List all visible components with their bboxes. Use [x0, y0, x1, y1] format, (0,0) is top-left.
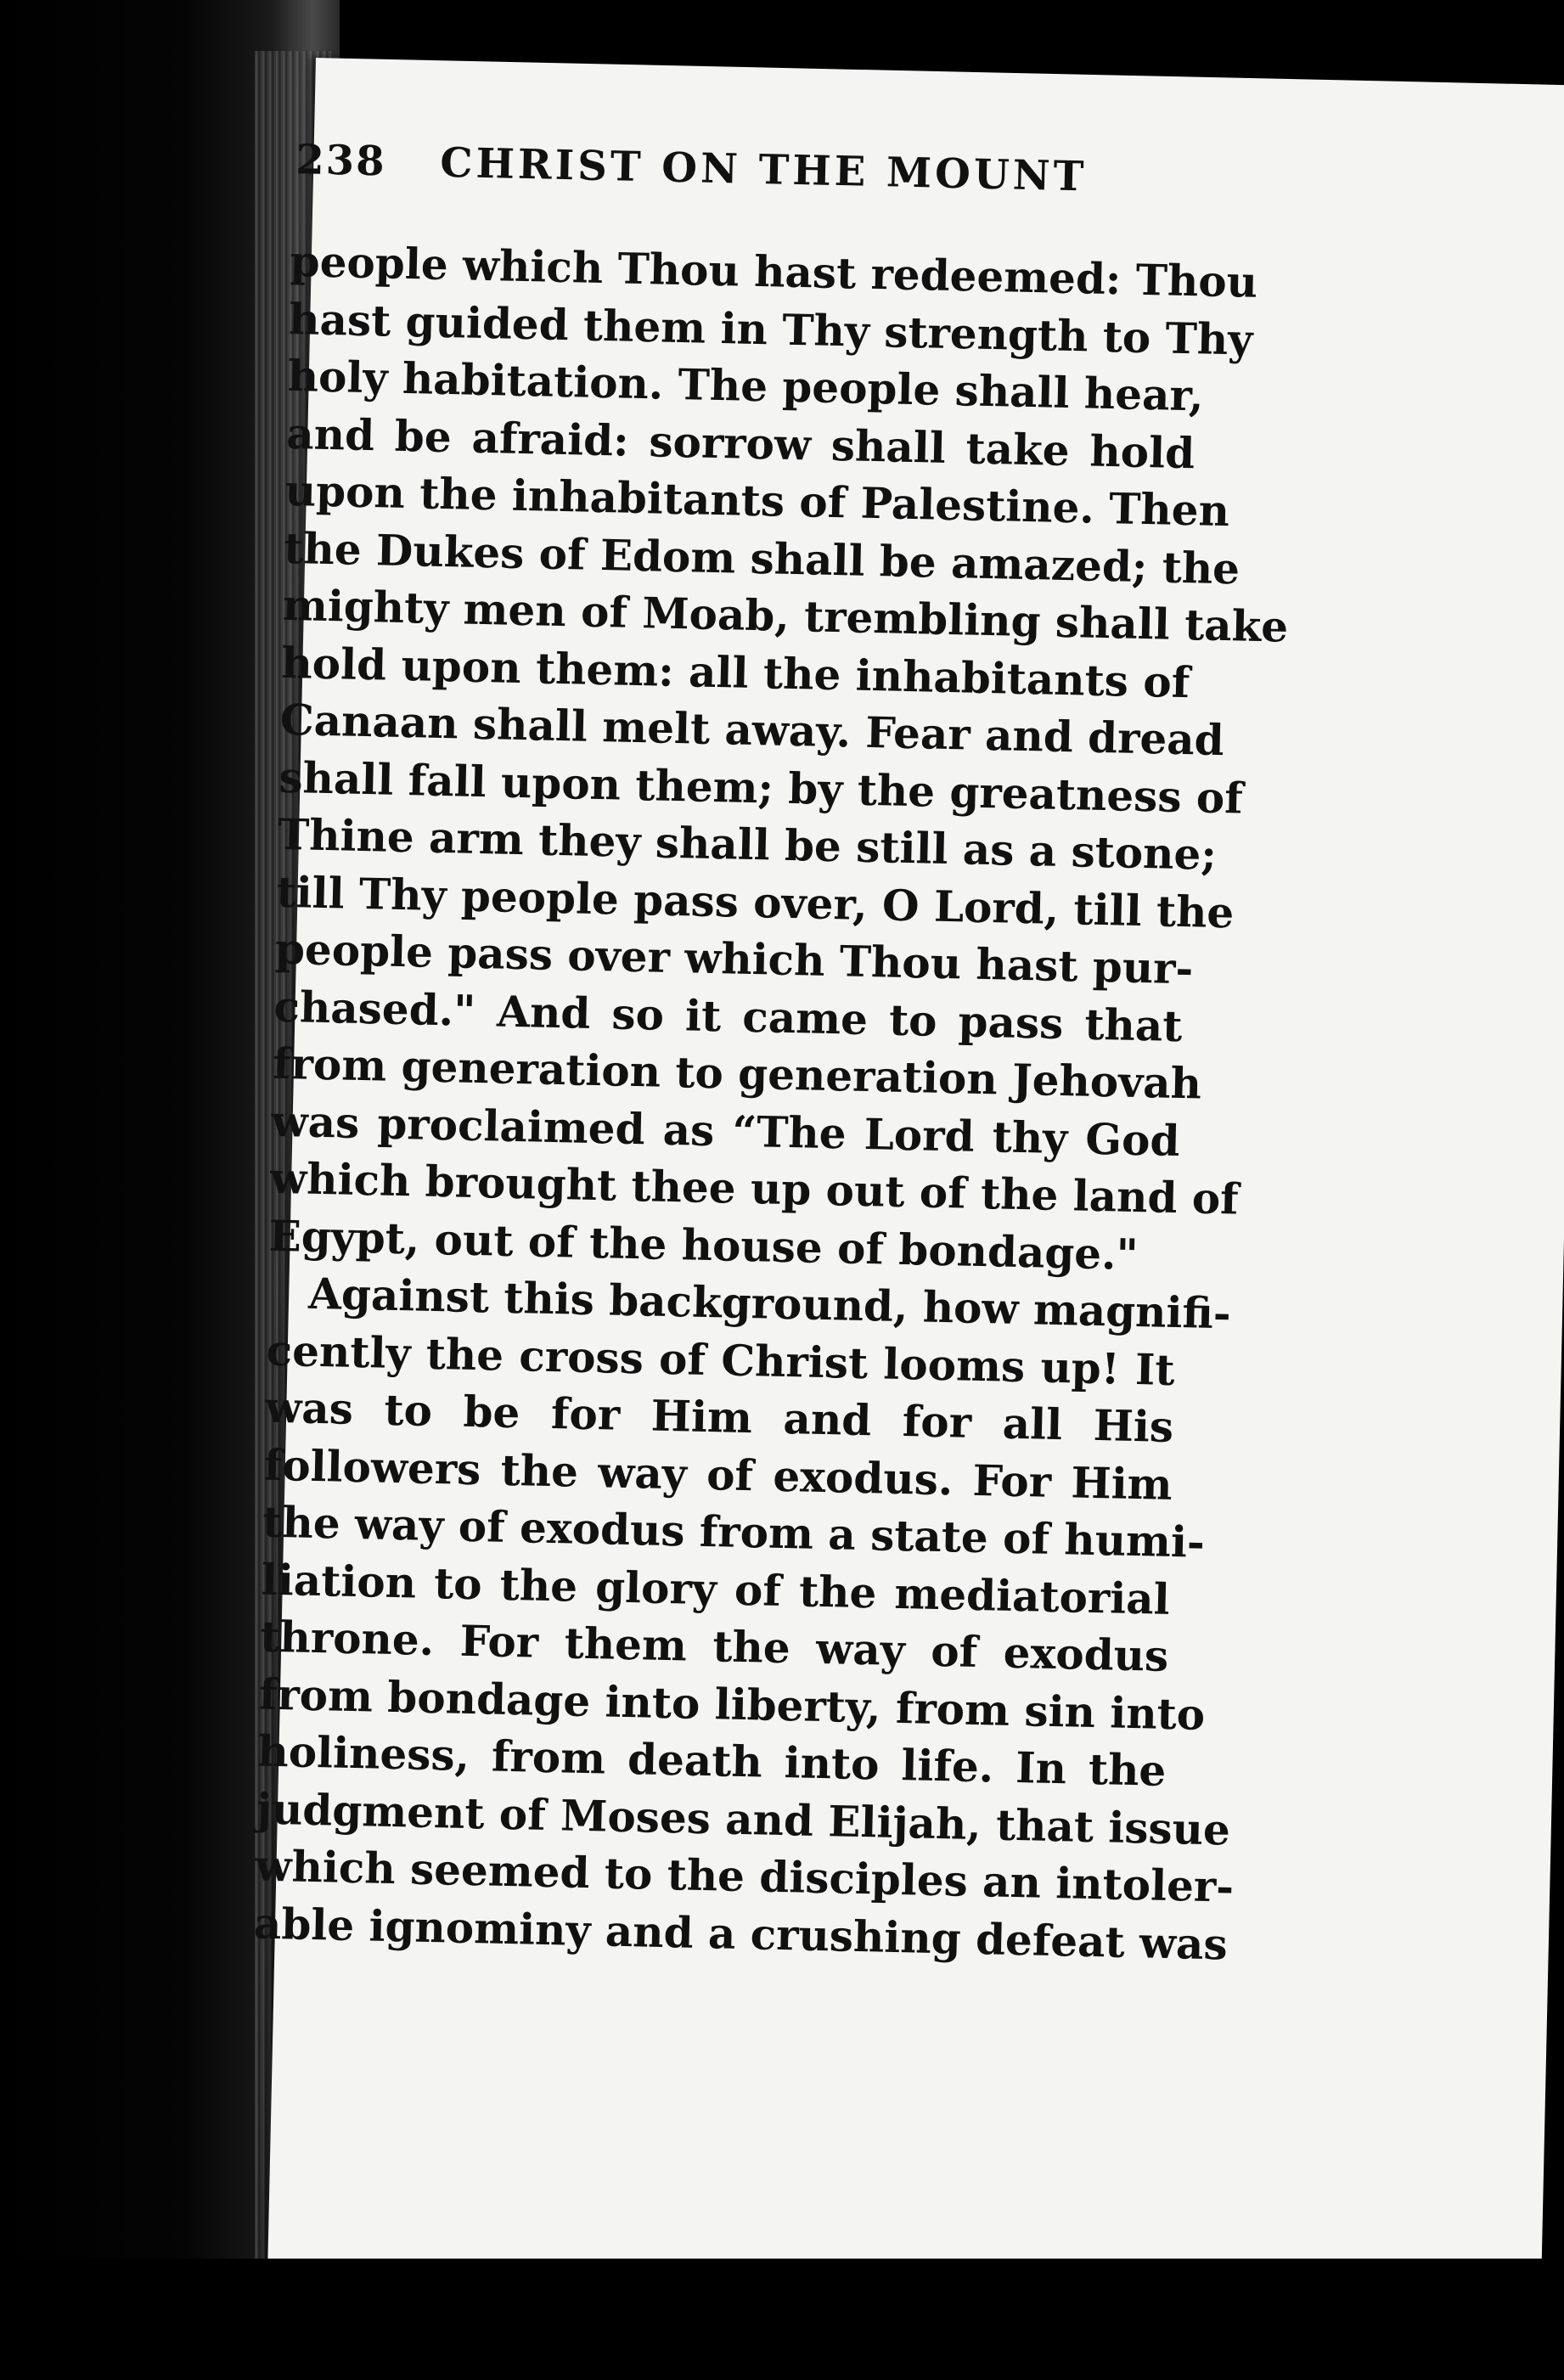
text-line: which brought thee up out of the land of — [269, 1152, 1240, 1224]
text-line: Against this background, how magnifi- — [307, 1268, 1232, 1339]
text-line: chased." And so it came to pass that — [273, 981, 1184, 1051]
running-head-title: CHRIST ON THE MOUNT — [439, 138, 1088, 201]
text-line: till Thy people pass over, O Lord, till the — [275, 866, 1235, 937]
text-line: mighty men of Moab, trembling shall take — [282, 579, 1289, 652]
text-line: Canaan shall melt away. Fear and dread — [279, 694, 1225, 766]
text-line: from bondage into liberty, from sin into — [258, 1668, 1206, 1740]
text-line: hast guided them in Thy strength to Thy — [288, 293, 1253, 365]
text-line: the way of exodus from a state of humi- — [262, 1496, 1206, 1567]
text-line: which seemed to the disciples an intoler- — [254, 1840, 1235, 1912]
text-line: upon the inhabitants of Palestine. Then — [284, 464, 1230, 537]
text-line: shall fall upon them; by the greatness of — [278, 751, 1244, 824]
text-line: was to be for Him and for all His — [264, 1381, 1174, 1452]
text-line: liation to the glory of the mediatorial — [261, 1554, 1171, 1624]
text-line: throne. For them the way of exodus — [259, 1611, 1169, 1681]
text-line: was proclaimed as “The Lord thy God — [271, 1095, 1181, 1166]
scan-border-bottom — [0, 2259, 1564, 2380]
text-line: followers the way of exodus. For Him — [263, 1439, 1173, 1510]
page-number: 238 — [295, 136, 387, 186]
text-line: Egypt, out of the house of bondage." — [268, 1210, 1139, 1280]
page-text — [253, 136, 1289, 1972]
text-line: hold upon them: all the inhabitants of — [280, 637, 1190, 707]
text-line: the Dukes of Edom shall be amazed; the — [283, 522, 1241, 594]
text-line: and be afraid: sorrow shall take hold — [285, 408, 1196, 478]
text-line: from generation to generation Jehovah — [272, 1038, 1202, 1109]
text-line: holiness, from death into life. In the — [256, 1725, 1167, 1796]
text-line: people which Thou hast redeemed: Thou — [290, 235, 1258, 307]
text-line: people pass over which Thou hast pur- — [274, 923, 1194, 994]
text-line: Thine arm they shall be still as a stone; — [277, 808, 1218, 880]
text-line: able ignominy and a crushing defeat was — [253, 1898, 1229, 1970]
text-line: cently the cross of Christ looms up! It — [266, 1325, 1176, 1395]
text-line: holy habitation. The people shall hear, — [287, 350, 1205, 421]
text-line: judgment of Moses and Elijah, that issue — [256, 1783, 1231, 1855]
